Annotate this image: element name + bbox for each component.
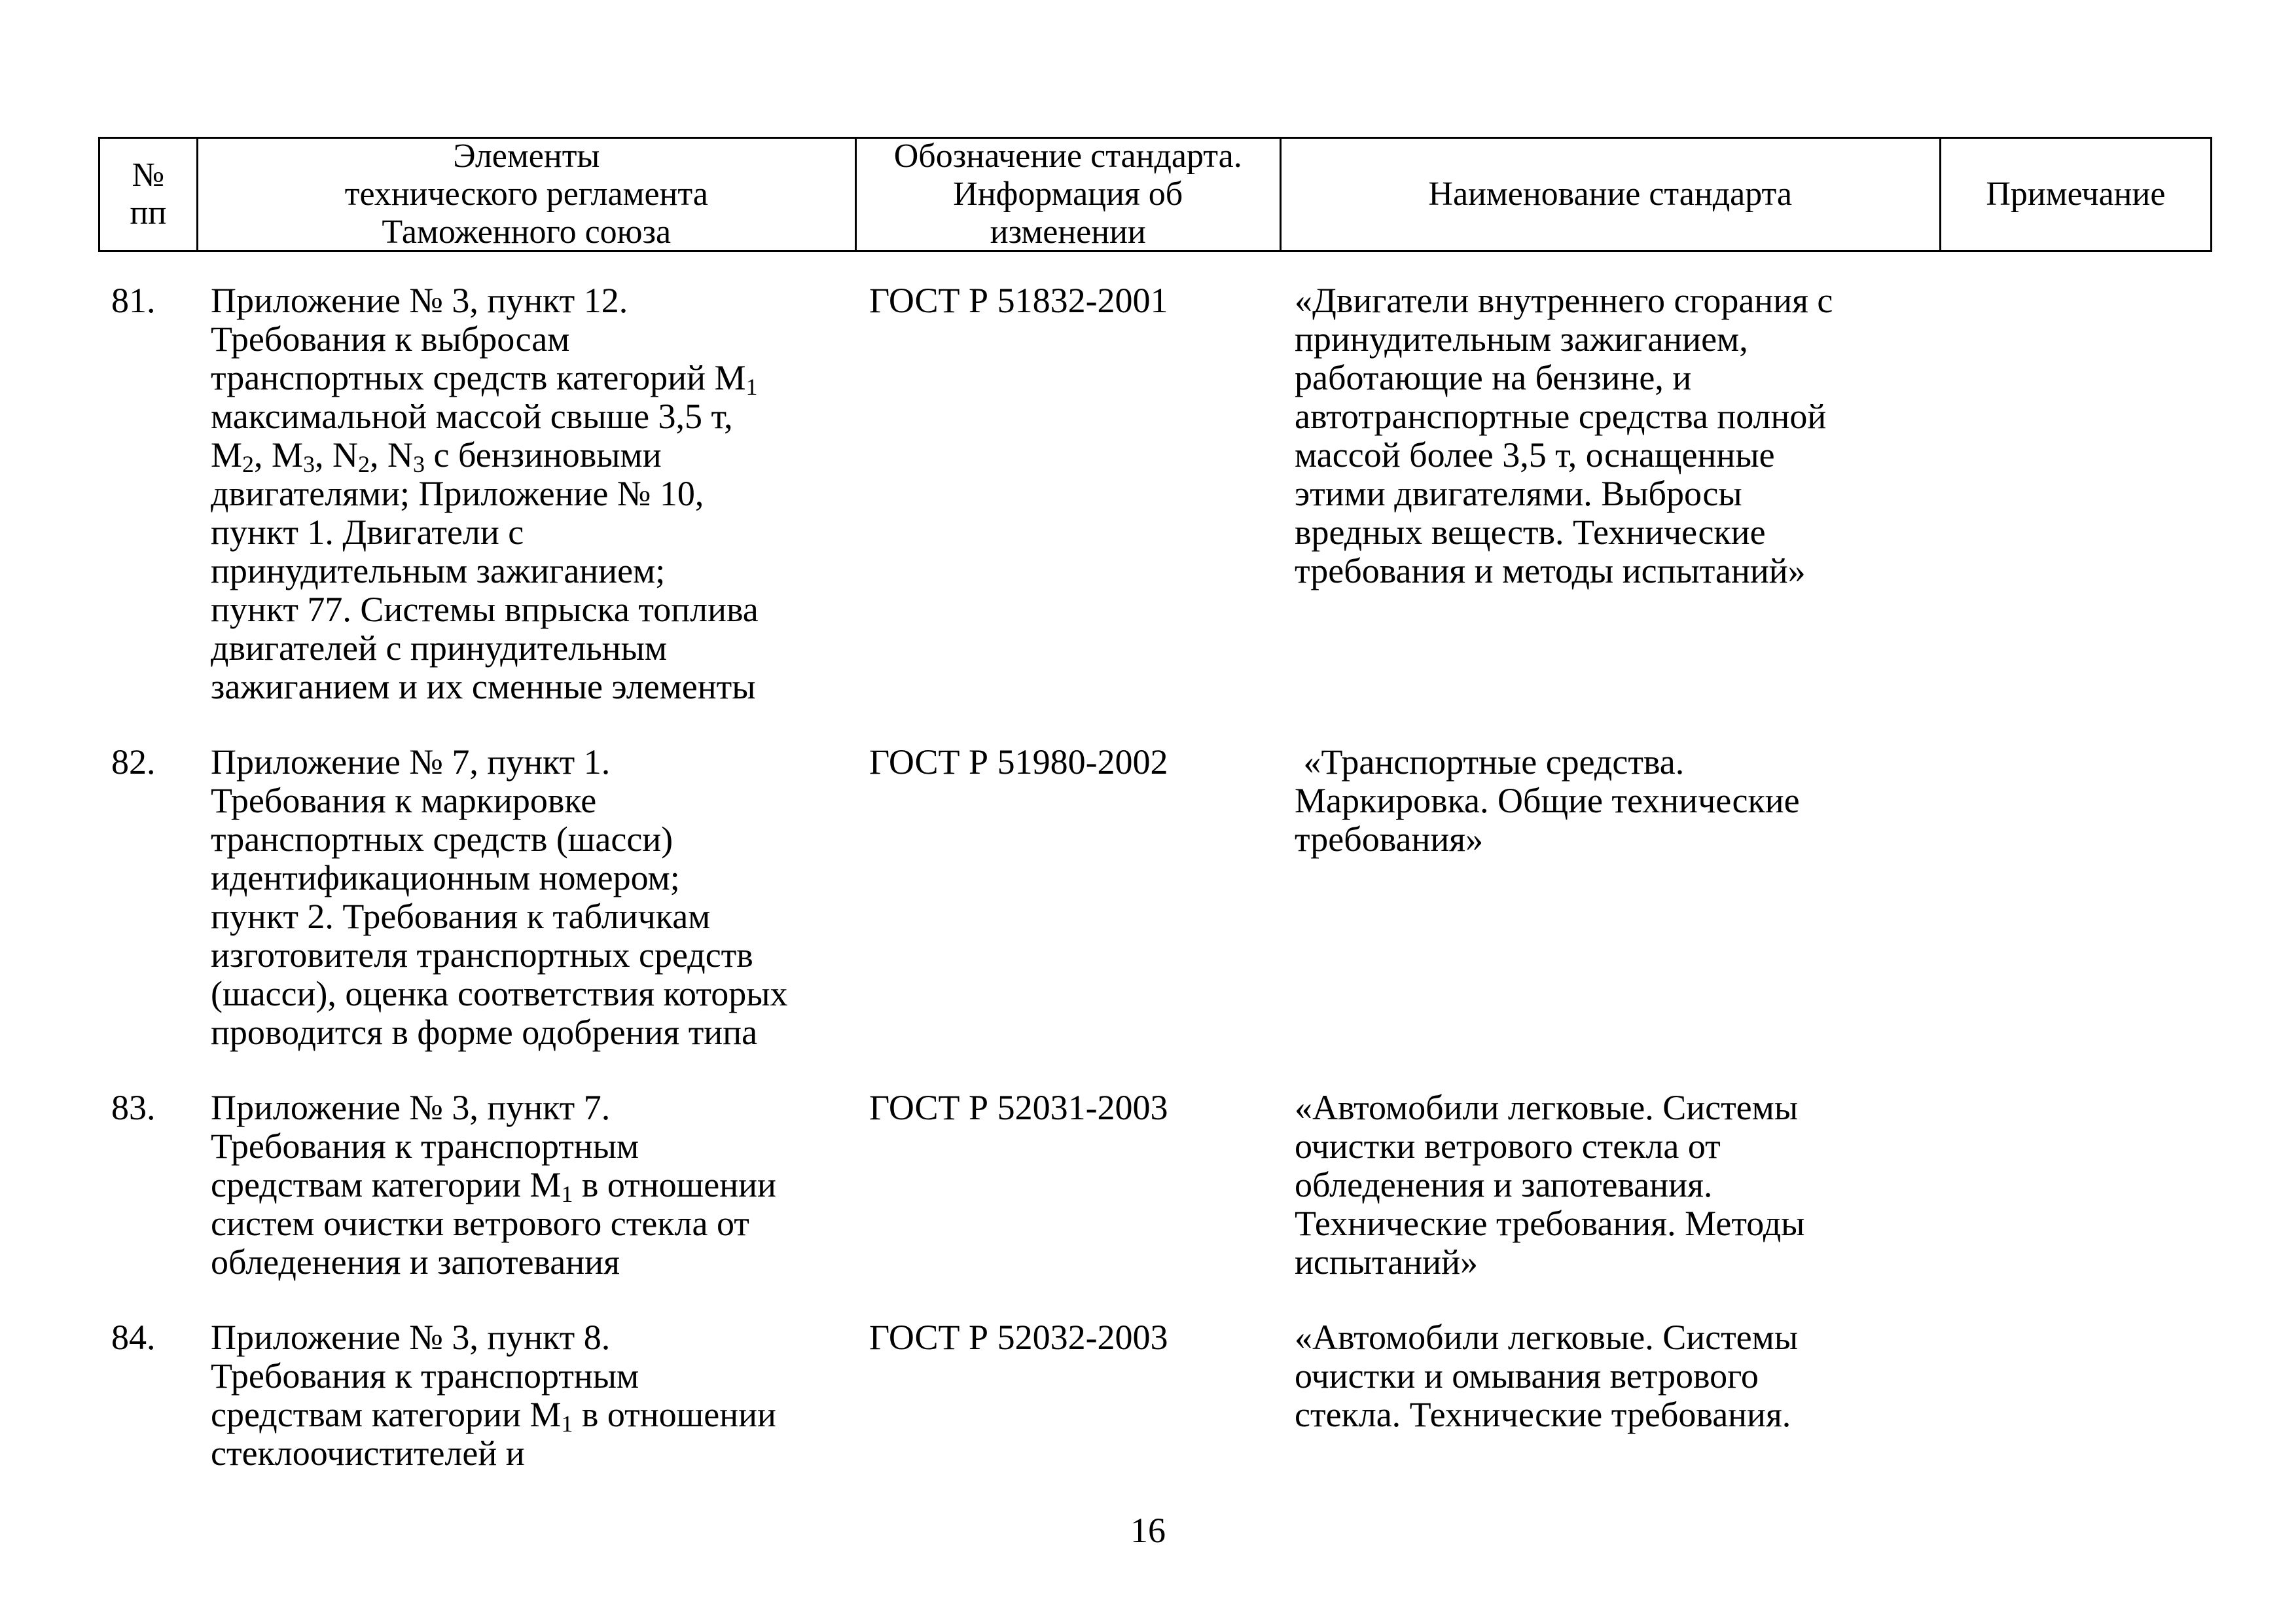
row-number: 81. <box>111 281 156 320</box>
header-note: Примечание <box>1986 175 2166 213</box>
row-standard-name: «Автомобили легковые. Системы очистки и омывания ветрового стекла. Технические требования. <box>1295 1318 1799 1434</box>
row-number: 82. <box>111 742 156 782</box>
row-standard-name: «Двигатели внутреннего сгорания с принудительным зажиганием, работающие на бензине, и автотранспортные средства полной массой более 3,5 т, оснащенные этими двигателями. Выбросы вредных веществ. Технические требования и методы испытаний» <box>1295 281 1833 590</box>
table-header <box>98 137 2212 252</box>
row-standard-code: ГОСТ Р 51832-2001 <box>869 281 1168 320</box>
row-standard-code: ГОСТ Р 52032-2003 <box>869 1318 1168 1357</box>
header-standard-designation: Обозначение стандарта. Информация об изменении <box>857 139 1282 250</box>
row-standard-code: ГОСТ Р 52031-2003 <box>869 1088 1168 1127</box>
row-elements: Приложение № 3, пункт 7. Требования к транспортным средствам категории $М_1$ в отношении систем очистки ветрового стекла от обледенения и запотевания <box>211 1088 776 1282</box>
table-row <box>98 1318 2212 1473</box>
row-note <box>1943 1089 2212 1282</box>
row-standard-code: ГОСТ Р 51980-2002 <box>869 742 1168 782</box>
table-body <box>98 281 2212 1509</box>
row-number: 83. <box>111 1088 156 1127</box>
row-number: 84. <box>111 1318 156 1357</box>
row-elements: Приложение № 3, пункт 8. Требования к транспортным средствам категории $М_1$ в отношении стеклоочистителей и <box>211 1318 776 1473</box>
page-number: 16 <box>1130 1511 1166 1550</box>
row-note <box>1943 281 2212 706</box>
header-elements: Элементы технического регламента Таможенного союза <box>198 139 857 250</box>
row-note <box>1943 743 2212 1052</box>
row-note <box>1943 1318 2212 1473</box>
table-row <box>98 1089 2212 1282</box>
row-elements: Приложение № 3, пункт 12. Требования к выбросам транспортных средств категорий $М_1$ максимальной массой свыше 3,5 т, $М_2$, $М_3$, $N_2$, $N_3$ с бензиновыми двигателями; Приложение № 10, пункт 1. Двигатели с принудительным зажиганием; пункт 77. Системы впрыска топлива двигателей с принудительным зажиганием и их сменные элементы <box>211 281 759 706</box>
header-standard-name: Наименование стандарта <box>1282 139 1941 250</box>
row-elements: Приложение № 7, пункт 1. Требования к маркировке транспортных средств (шасси) идентификационным номером; пункт 2. Требования к табличкам изготовителя транспортных средств (шасси), оценка соответствия которых проводится в форме одобрения типа <box>211 742 788 1052</box>
header-number: № пп <box>100 139 198 250</box>
table-row <box>98 281 2212 706</box>
row-standard-name: «Автомобили легковые. Системы очистки ветрового стекла от обледенения и запотевания. Технические требования. Методы испытаний» <box>1295 1088 1805 1282</box>
row-standard-name: «Транспортные средства. Маркировка. Общие технические требования» <box>1295 742 1800 859</box>
table-row <box>98 743 2212 1052</box>
